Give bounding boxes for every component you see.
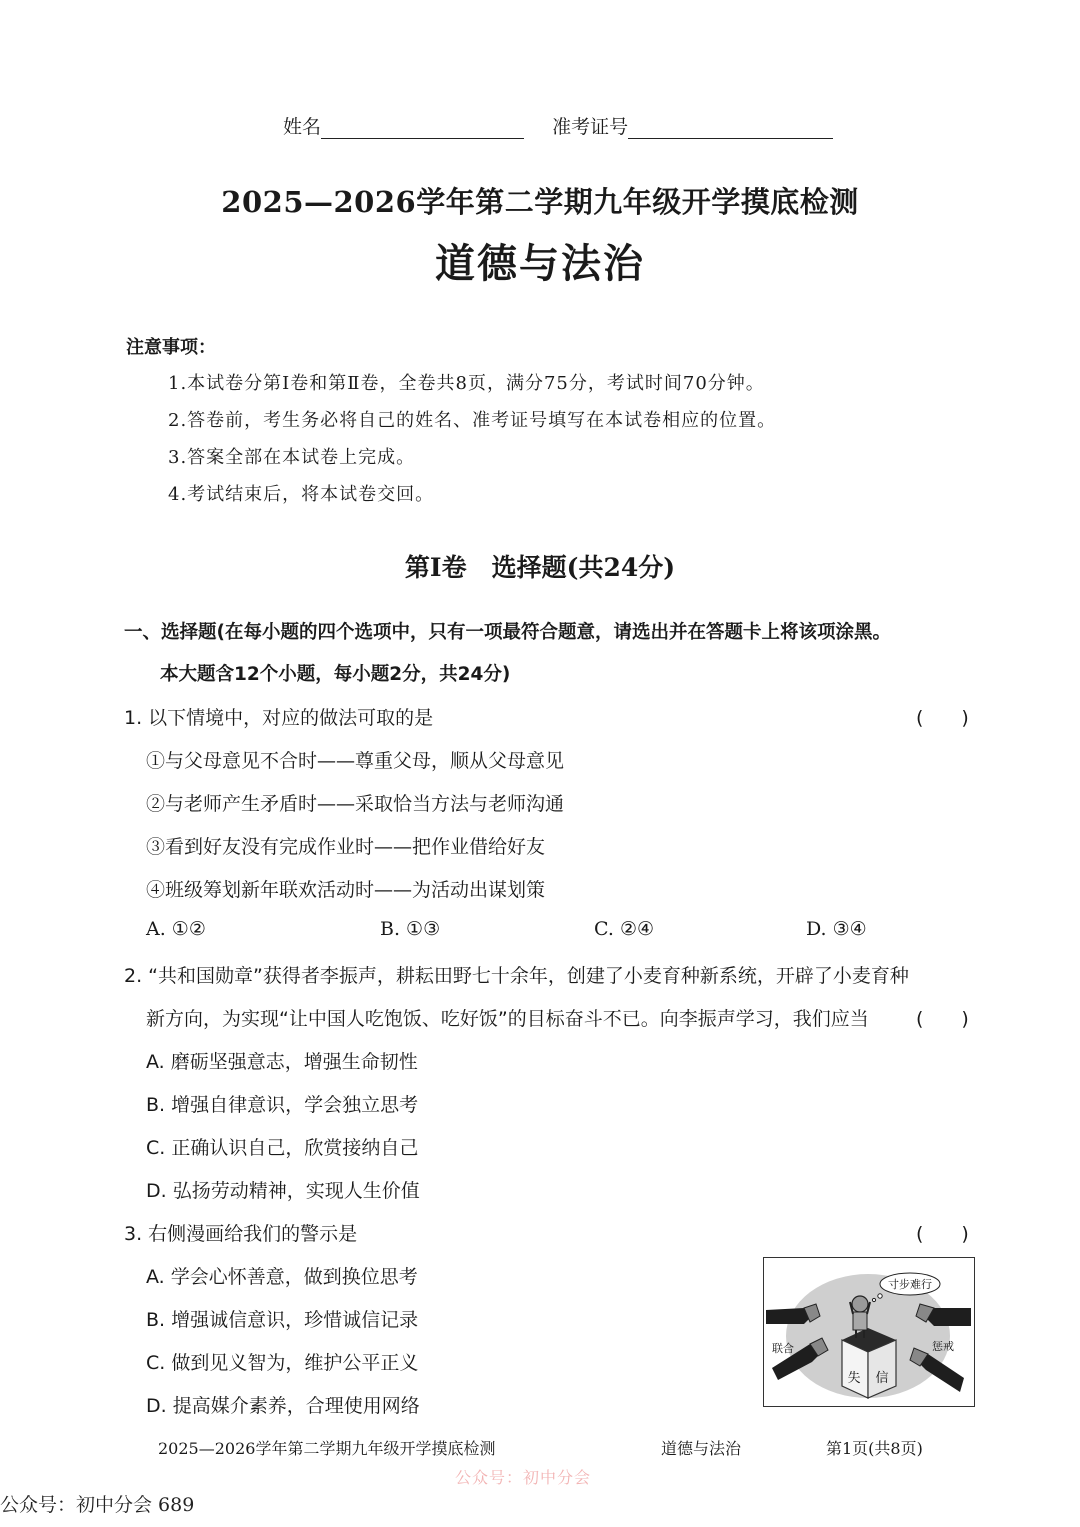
question-1-statement: ③看到好友没有完成作业时——把作业借给好友 xyxy=(146,836,546,858)
cartoon-illustration xyxy=(763,1257,975,1407)
question-1-statement: ②与老师产生矛盾时——采取恰当方法与老师沟通 xyxy=(146,793,565,815)
question-1-option-a[interactable]: A. ①② xyxy=(146,918,206,940)
question-3-option-a[interactable]: A. 学会心怀善意，做到换位思考 xyxy=(146,1266,418,1288)
thought-bubble-dot xyxy=(872,1298,875,1301)
footer-page-number: 第1页(共8页) xyxy=(826,1439,923,1458)
footer-exam-title: 2025—2026学年第二学期九年级开学摸底检测 xyxy=(158,1439,496,1458)
question-2-option-d[interactable]: D. 弘扬劳动精神，实现人生价值 xyxy=(146,1180,420,1202)
notice-heading: 注意事项： xyxy=(126,337,216,358)
name-label: 姓名 xyxy=(283,116,322,138)
candidate-info-fields xyxy=(283,112,833,139)
account-label: 公众号：初中分会 689 xyxy=(0,1494,195,1516)
footer-subject: 道德与法治 xyxy=(661,1439,742,1458)
question-2-option-a[interactable]: A. 磨砺坚强意志，增强生命韧性 xyxy=(146,1051,418,1073)
id-label: 准考证号 xyxy=(552,116,629,138)
box-label-left: 失 xyxy=(847,1371,861,1386)
cartoon-drawing xyxy=(764,1258,973,1405)
subject-title: 道德与法治 xyxy=(435,241,645,287)
section-instruction-cont: 本大题含12个小题，每小题2分，共24分) xyxy=(160,664,511,685)
id-blank[interactable] xyxy=(628,118,833,139)
notice-item: 4.考试结束后，将本试卷交回。 xyxy=(168,484,435,505)
cartoon-label-right: 惩戒 xyxy=(932,1340,954,1353)
question-3-answer-blank[interactable]: ( ) xyxy=(916,1223,969,1245)
cartoon-label-left: 联合 xyxy=(772,1342,794,1355)
section-instruction: 一、选择题(在每小题的四个选项中，只有一项最符合题意，请选出并在答题卡上将该项涂黑。 xyxy=(124,622,891,643)
section-title: 第Ⅰ卷 选择题(共24分) xyxy=(404,553,676,582)
watermark-text: 公众号：初中分会 xyxy=(455,1468,592,1487)
box-label-right: 信 xyxy=(875,1371,889,1386)
notice-item: 3.答案全部在本试卷上完成。 xyxy=(168,447,416,468)
person-head xyxy=(852,1296,868,1312)
notice-item: 2.答卷前，考生务必将自己的姓名、准考证号填写在本试卷相应的位置。 xyxy=(168,410,777,431)
thought-bubble-dot xyxy=(878,1294,882,1298)
question-1-option-c[interactable]: C. ②④ xyxy=(594,918,655,940)
notice-item: 1.本试卷分第Ⅰ卷和第Ⅱ卷，全卷共8页，满分75分，考试时间70分钟。 xyxy=(168,373,765,394)
question-2-answer-blank[interactable]: ( ) xyxy=(916,1008,969,1030)
question-3-stem: 3. 右侧漫画给我们的警示是 xyxy=(124,1223,358,1245)
question-2-option-b[interactable]: B. 增强自律意识，学会独立思考 xyxy=(146,1094,419,1116)
question-3-option-d[interactable]: D. 提高媒介素养，合理使用网络 xyxy=(146,1395,420,1417)
question-1-statement: ①与父母意见不合时——尊重父母，顺从父母意见 xyxy=(146,750,565,772)
hand-left-top-icon xyxy=(766,1308,810,1324)
person-body xyxy=(853,1312,867,1330)
question-2-option-c[interactable]: C. 正确认识自己，欣赏接纳自己 xyxy=(146,1137,419,1159)
question-2-stem: 2. “共和国勋章”获得者李振声，耕耘田野七十余年，创建了小麦育种新系统，开辟了小麦育种 xyxy=(124,965,909,987)
exam-title: 2025—2026学年第二学期九年级开学摸底检测 xyxy=(221,185,859,219)
bubble-text: 寸步难行 xyxy=(888,1278,932,1291)
question-1-stem: 1. 以下情境中，对应的做法可取的是 xyxy=(124,707,434,729)
question-1-option-d[interactable]: D. ③④ xyxy=(806,918,867,940)
question-2-stem-cont: 新方向，为实现“让中国人吃饱饭、吃好饭”的目标奋斗不已。向李振声学习，我们应当 xyxy=(146,1008,869,1030)
question-3-option-b[interactable]: B. 增强诚信意识，珍惜诚信记录 xyxy=(146,1309,419,1331)
name-blank[interactable] xyxy=(321,118,524,139)
question-3-option-c[interactable]: C. 做到见义智为，维护公平正义 xyxy=(146,1352,419,1374)
question-1-option-b[interactable]: B. ①③ xyxy=(380,918,441,940)
question-1-statement: ④班级筹划新年联欢活动时——为活动出谋划策 xyxy=(146,879,546,901)
question-1-answer-blank[interactable]: ( ) xyxy=(916,707,969,729)
